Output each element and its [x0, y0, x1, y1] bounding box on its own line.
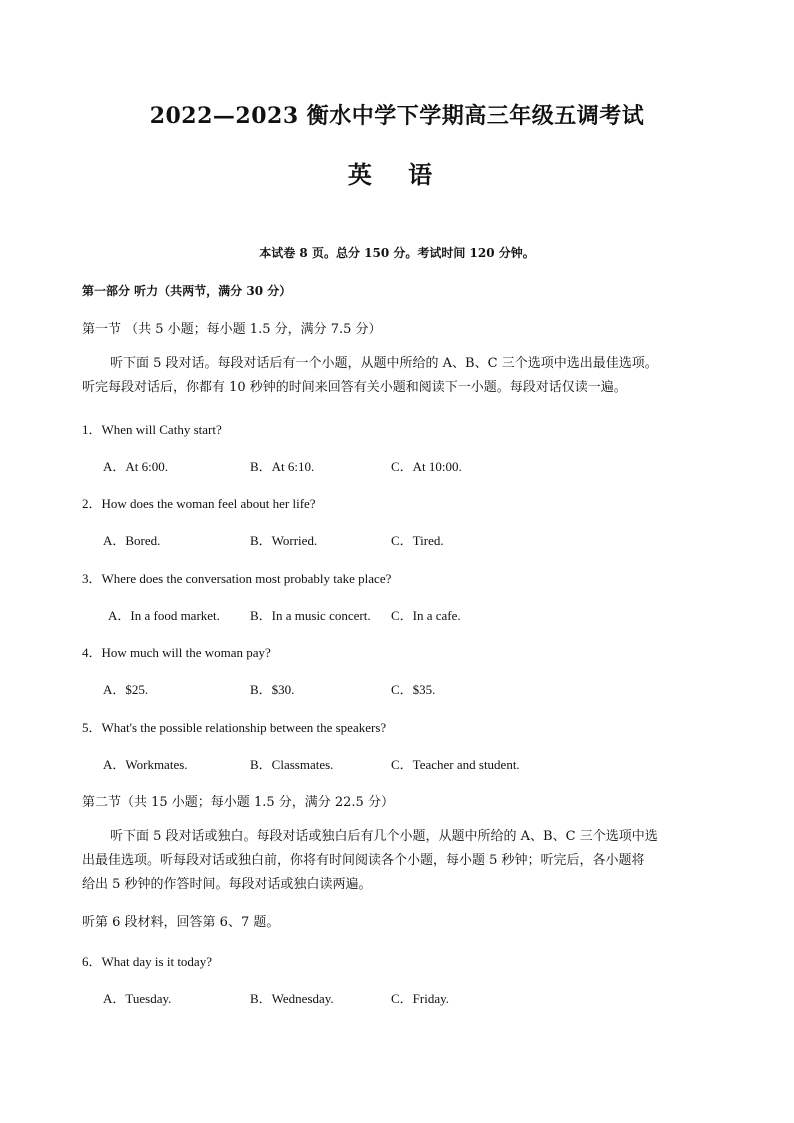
option-c: C．In a cafe.: [391, 608, 461, 623]
option-b: B．Wednesday.: [250, 991, 334, 1006]
option-a: A．Workmates.: [103, 757, 188, 772]
option-c: C．Friday.: [391, 991, 450, 1006]
option-c: C．Teacher and student.: [391, 757, 520, 772]
part1-heading: 第一部分 听力（共两节，满分 30 分）: [82, 284, 292, 298]
section1-instruction-line: 听下面 5 段对话。每段对话后有一个小题，从题中所给的 A、B、C 三个选项中选出最佳选项。: [110, 356, 658, 371]
section2-instruction-line: 给出 5 秒钟的作答时间。每段对话或独白读两遍。: [82, 877, 372, 892]
exam-info: 本试卷 8 页。总分 150 分。考试时间 120 分钟。: [259, 246, 535, 260]
option-b: B．At 6:10.: [250, 459, 315, 474]
section1-heading: 第一节 （共 5 小题；每小题 1.5 分，满分 7.5 分）: [82, 322, 382, 337]
option-b: B．Classmates.: [250, 757, 334, 772]
option-c: C．$35.: [391, 682, 436, 697]
section1-instruction-line: 听完每段对话后，你都有 10 秒钟的时间来回答有关小题和阅读下一小题。每段对话仅读一遍。: [82, 380, 627, 395]
option-c: C．Tired.: [391, 533, 444, 548]
exam-title: 2022—2023 衡水中学下学期高三年级五调考试: [149, 103, 645, 129]
section2-instruction-line: 出最佳选项。听每段对话或独白前，你将有时间阅读各个小题，每小题 5 秒钟；听完后，各小题将: [82, 853, 645, 868]
option-a: A．In a food market.: [108, 608, 220, 623]
question-stem: 1．When will Cathy start?: [82, 422, 222, 437]
question-stem: 4．How much will the woman pay?: [82, 645, 271, 660]
option-a: A．$25.: [103, 682, 149, 697]
option-a: A．At 6:00.: [103, 459, 169, 474]
option-b: B．In a music concert.: [250, 608, 371, 623]
option-b: B．Worried.: [250, 533, 318, 548]
material-note: 听第 6 段材料，回答第 6、7 题。: [82, 915, 280, 930]
question-stem: 3．Where does the conversation most probably take place?: [82, 571, 392, 586]
subject-title: 英 语: [347, 160, 447, 189]
option-b: B．$30.: [250, 682, 295, 697]
question-stem: 6．What day is it today?: [82, 954, 212, 969]
option-c: C．At 10:00.: [391, 459, 462, 474]
section2-heading: 第二节（共 15 小题；每小题 1.5 分，满分 22.5 分）: [82, 795, 394, 810]
question-stem: 5．What's the possible relationship between the speakers?: [82, 720, 387, 735]
question-stem: 2．How does the woman feel about her life?: [82, 496, 316, 511]
section2-instruction-line: 听下面 5 段对话或独白。每段对话或独白后有几个小题，从题中所给的 A、B、C 三个选项中选: [110, 829, 658, 844]
option-a: A．Tuesday.: [103, 991, 172, 1006]
option-a: A．Bored.: [103, 533, 161, 548]
